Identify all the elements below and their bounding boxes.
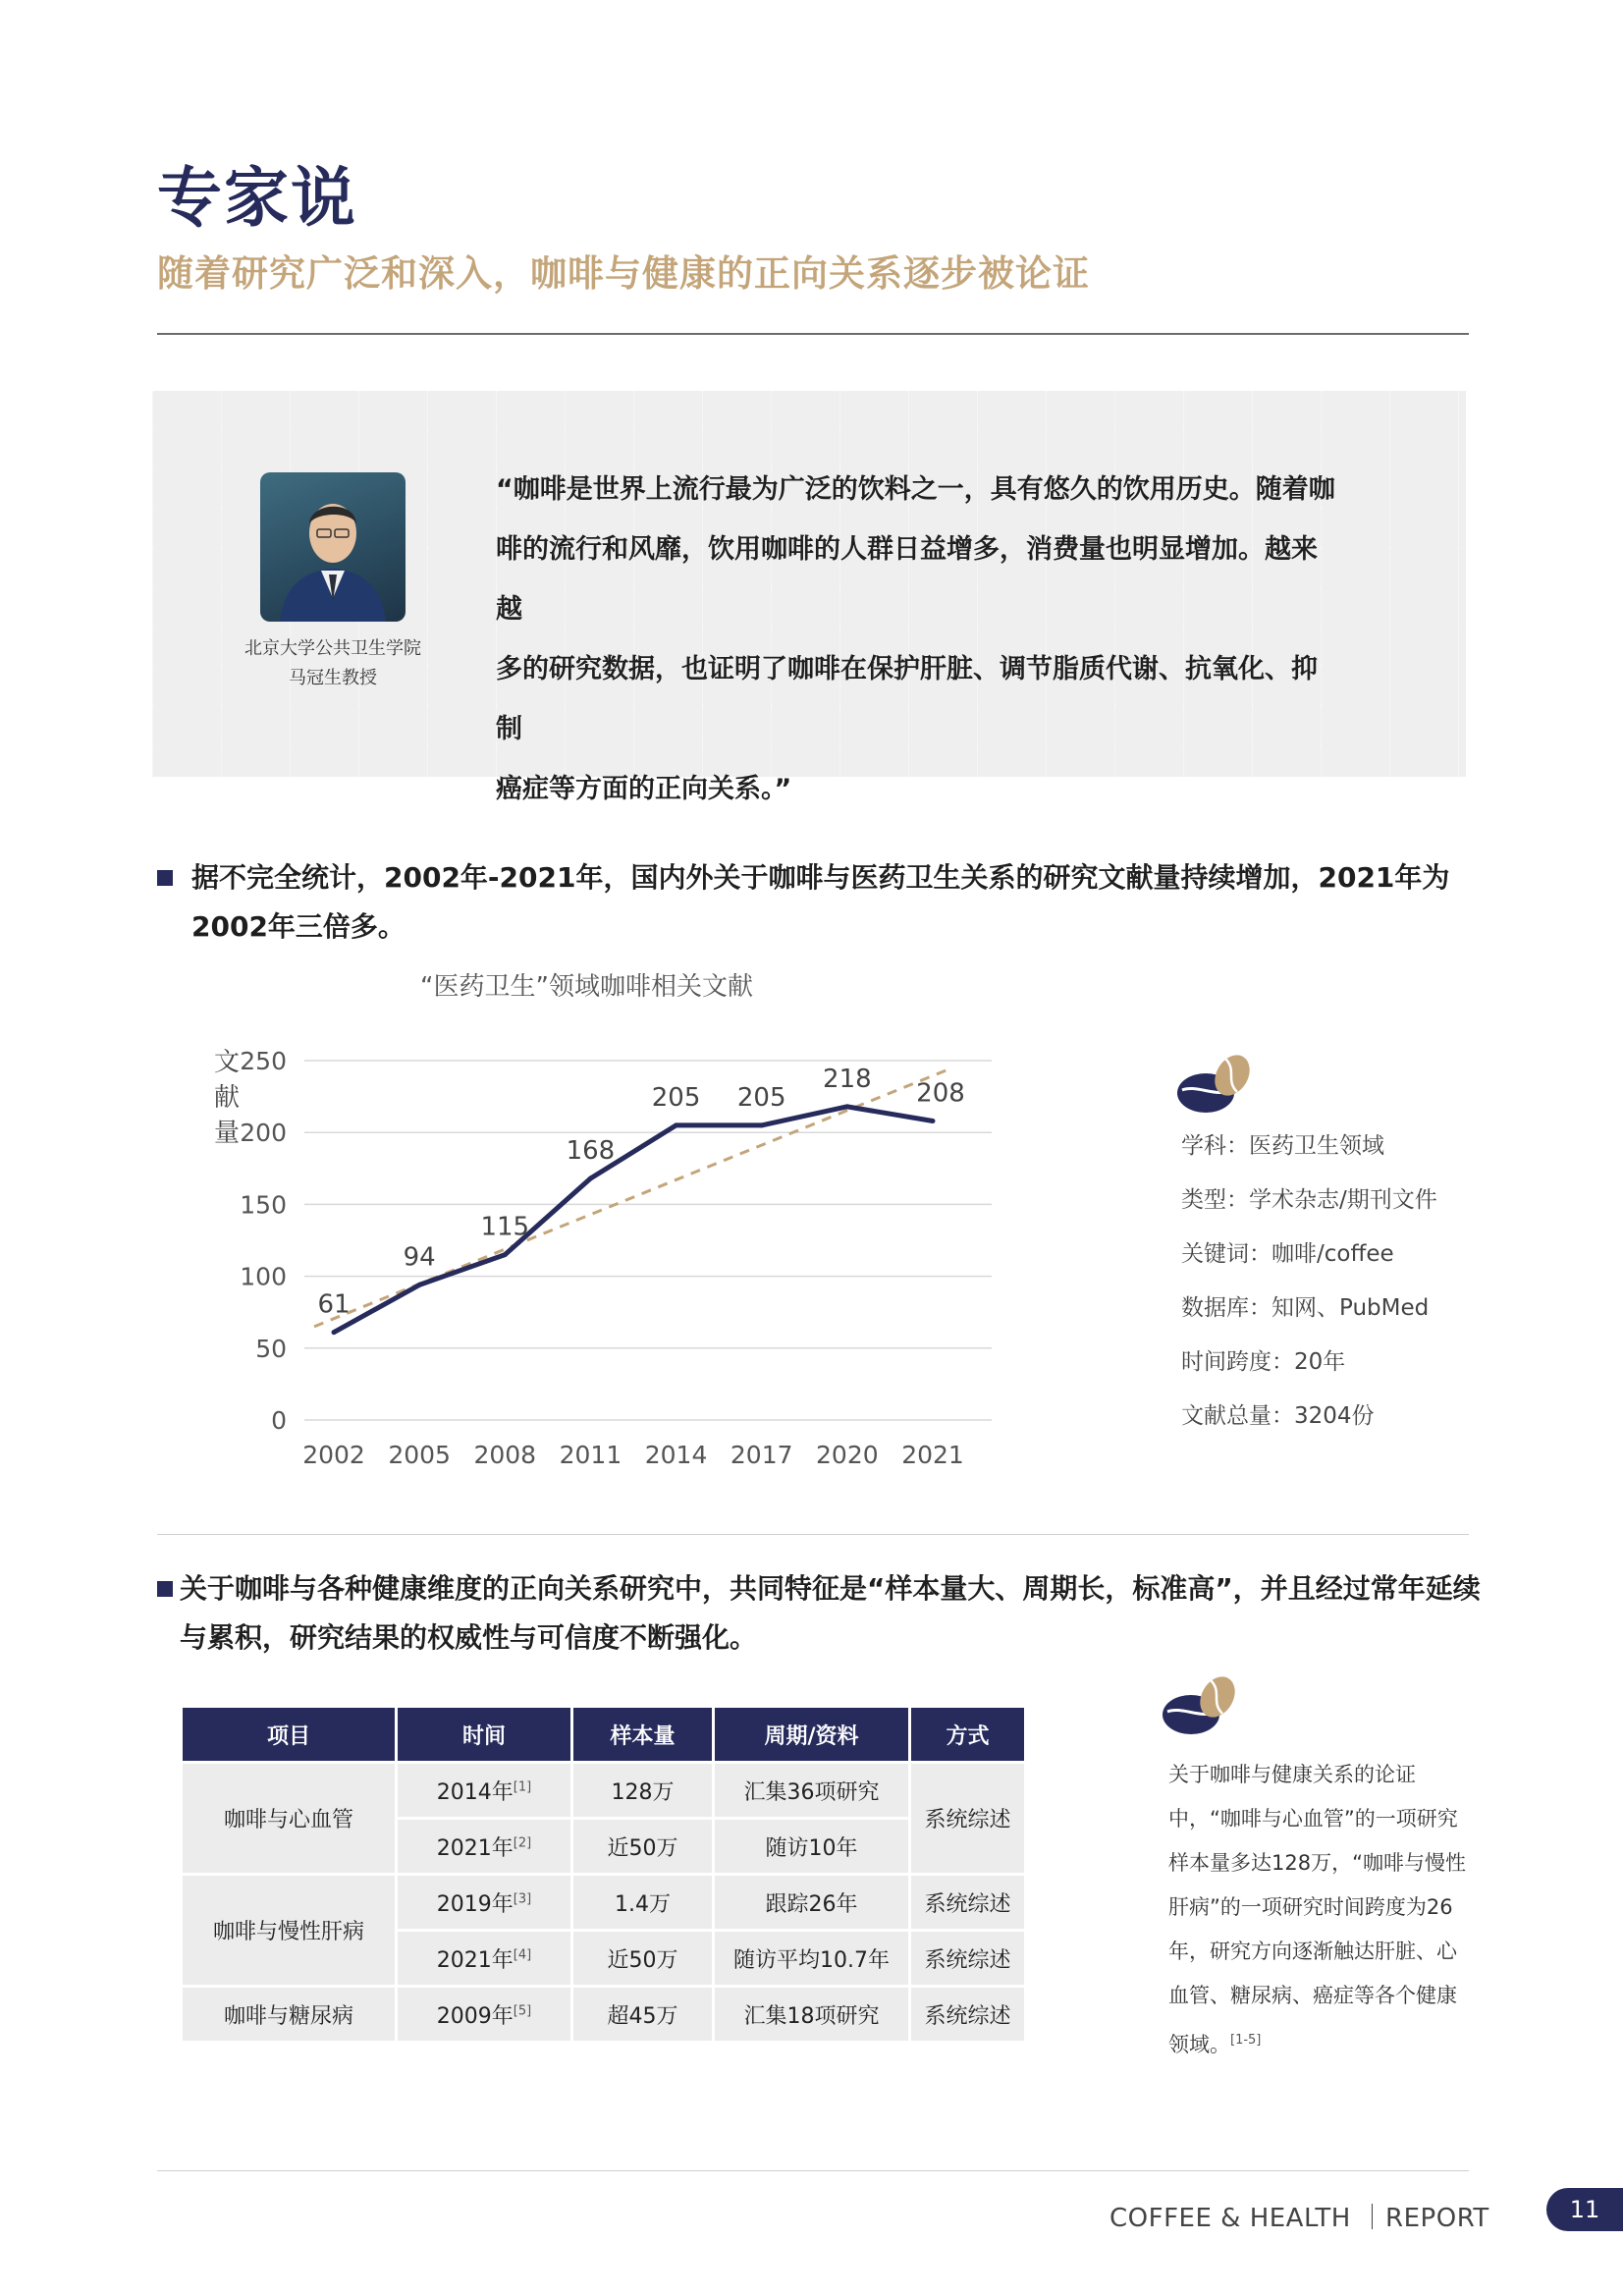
- data-label: 208: [916, 1078, 965, 1109]
- y-tick-label: 0: [271, 1406, 287, 1435]
- quote-line: “咖啡是世界上流行最为广泛的饮料之一，具有悠久的饮用历史。随着咖: [496, 474, 1335, 505]
- cell-year: 2009年[5]: [398, 1988, 570, 2041]
- data-point: [674, 1122, 678, 1127]
- expert-name: 马冠生教授: [289, 668, 377, 688]
- y-tick-label: 250: [240, 1047, 287, 1075]
- cell-sample: 超45万: [573, 1988, 712, 2041]
- coffee-bean-icon: [1162, 1672, 1240, 1745]
- data-label: 61: [317, 1289, 351, 1320]
- coffee-bean-icon: [1176, 1051, 1255, 1123]
- data-point: [417, 1283, 422, 1287]
- y-tick-label: 200: [240, 1119, 287, 1148]
- table-header-row: [183, 1708, 1024, 1761]
- data-label: 115: [480, 1212, 530, 1242]
- data-point: [759, 1122, 764, 1127]
- cell-year: 2021年[4]: [398, 1932, 570, 1985]
- cell-year: 2021年[2]: [398, 1820, 570, 1873]
- section2-text: [180, 1564, 1486, 1663]
- cell-period: 汇集18项研究: [715, 1988, 908, 2041]
- data-points: [332, 1104, 936, 1335]
- data-label: 205: [736, 1082, 786, 1113]
- cell-period: 跟踪26年: [715, 1876, 908, 1929]
- cell-sample: 1.4万: [573, 1876, 712, 1929]
- cell-period: 汇集36项研究: [715, 1764, 908, 1817]
- info-database: 数据库：知网、PubMed: [1181, 1295, 1430, 1321]
- info-total: 文献总量：3204份: [1181, 1403, 1375, 1429]
- cell-item: 咖啡与慢性肝病: [183, 1876, 395, 1985]
- x-ticks: [302, 1441, 964, 1469]
- cell-year: 2014年[1]: [398, 1764, 570, 1817]
- cell-sample: 近50万: [573, 1932, 712, 1985]
- info-subject: 学科：医药卫生领域: [1181, 1133, 1384, 1159]
- cell-method: 系统综述: [911, 1876, 1024, 1929]
- header-time: 时间: [398, 1708, 570, 1761]
- page-subtitle: 随着研究广泛和深入，咖啡与健康的正向关系逐步被论证: [157, 252, 1090, 295]
- x-tick-label: 2021: [901, 1441, 964, 1469]
- header-period: 周期/资料: [715, 1708, 908, 1761]
- data-point: [931, 1119, 936, 1123]
- section2-line: 与累积，研究结果的权威性与可信度不断强化。: [180, 1621, 758, 1654]
- cell-period: 随访10年: [715, 1820, 908, 1873]
- x-tick-label: 2017: [730, 1441, 793, 1469]
- cell-sample: 近50万: [573, 1820, 712, 1873]
- data-point: [588, 1176, 593, 1181]
- x-tick-label: 2011: [559, 1441, 622, 1469]
- header-sample: 样本量: [573, 1708, 712, 1761]
- y-tick-label: 50: [255, 1334, 287, 1363]
- data-labels: [317, 1065, 964, 1320]
- x-tick-label: 2005: [388, 1441, 451, 1469]
- table-row: [183, 1764, 1024, 1817]
- expert-affiliation: 北京大学公共卫生学院: [244, 638, 421, 659]
- data-point: [844, 1104, 849, 1109]
- cell-year: 2019年[3]: [398, 1876, 570, 1929]
- y-tick-label: 150: [240, 1190, 287, 1220]
- quote-text: [496, 460, 1340, 819]
- section1-line: 据不完全统计，2002年-2021年，国内外关于咖啡与医药卫生关系的研究文献量持续增加，2021年为: [191, 861, 1450, 894]
- section2-line: 关于咖啡与各种健康维度的正向关系研究中，共同特征是“样本量大、周期长，标准高”，并且经过常年延续: [180, 1572, 1481, 1605]
- data-point: [503, 1252, 508, 1257]
- x-tick-label: 2008: [473, 1441, 537, 1469]
- header-method: 方式: [911, 1708, 1024, 1761]
- note-text: 关于咖啡与健康关系的论证中，“咖啡与心血管”的一项研究样本量多达128万，“咖啡与慢性肝病”的一项研究时间跨度为26年，研究方向逐渐触达肝脏、心血管、糖尿病、癌症等各个健康领域。[1-5]: [1168, 1763, 1466, 2056]
- y-tick-label: 100: [240, 1262, 287, 1291]
- line-chart: [187, 1031, 1021, 1483]
- info-timespan: 时间跨度：20年: [1181, 1349, 1346, 1375]
- page-title: 专家说: [157, 160, 357, 236]
- y-axis-label-char: 文: [214, 1048, 241, 1077]
- header-item: 项目: [183, 1708, 395, 1761]
- quote-line: 癌症等方面的正向关系。”: [496, 774, 792, 804]
- header-divider: [157, 333, 1469, 335]
- bullet-square-icon: [157, 870, 173, 886]
- quote-line: 啡的流行和风靡，饮用咖啡的人群日益增多，消费量也明显增加。越来越: [496, 534, 1318, 625]
- research-table: [180, 1705, 1027, 2044]
- expert-avatar: [260, 472, 406, 622]
- data-label: 168: [566, 1136, 616, 1167]
- table-row: [183, 1988, 1024, 2041]
- info-keyword: 关键词：咖啡/coffee: [1181, 1241, 1394, 1267]
- data-label: 205: [651, 1082, 701, 1113]
- data-label: 94: [403, 1242, 436, 1273]
- page-number: 11: [1546, 2188, 1623, 2231]
- x-tick-label: 2002: [302, 1441, 365, 1469]
- cell-period: 随访平均10.7年: [715, 1932, 908, 1985]
- section1-text: [191, 853, 1488, 952]
- data-point: [332, 1330, 337, 1335]
- table-row: [183, 1876, 1024, 1929]
- x-tick-label: 2020: [816, 1441, 879, 1469]
- expert-quote-box: [152, 391, 1466, 804]
- cell-method: 系统综述: [911, 1932, 1024, 1985]
- x-tick-label: 2014: [644, 1441, 708, 1469]
- info-type: 类型：学术杂志/期刊文件: [1181, 1187, 1437, 1213]
- series-line: [334, 1107, 933, 1333]
- quote-line: 多的研究数据，也证明了咖啡在保护肝脏、调节脂质代谢、抗氧化、抑制: [496, 654, 1318, 744]
- cell-sample: 128万: [573, 1764, 712, 1817]
- cell-item: 咖啡与糖尿病: [183, 1988, 395, 2041]
- y-axis-label: [214, 1048, 240, 1148]
- cell-method: 系统综述: [911, 1764, 1024, 1873]
- bullet-square-icon: [157, 1581, 173, 1597]
- cell-method: 系统综述: [911, 1988, 1024, 2041]
- y-ticks: [240, 1047, 287, 1435]
- data-label: 218: [823, 1064, 872, 1094]
- chart-title: “医药卫生”领域咖啡相关文献: [420, 972, 753, 1002]
- section-divider: [157, 1534, 1469, 1535]
- y-axis-label-char: 献: [214, 1083, 241, 1113]
- footer-divider: [157, 2170, 1469, 2171]
- cell-item: 咖啡与心血管: [183, 1764, 395, 1873]
- y-axis-label-char: 量: [214, 1119, 241, 1148]
- section1-line: 2002年三倍多。: [191, 910, 406, 943]
- footer-text: COFFEE & HEALTH ｜REPORT: [1109, 2204, 1489, 2233]
